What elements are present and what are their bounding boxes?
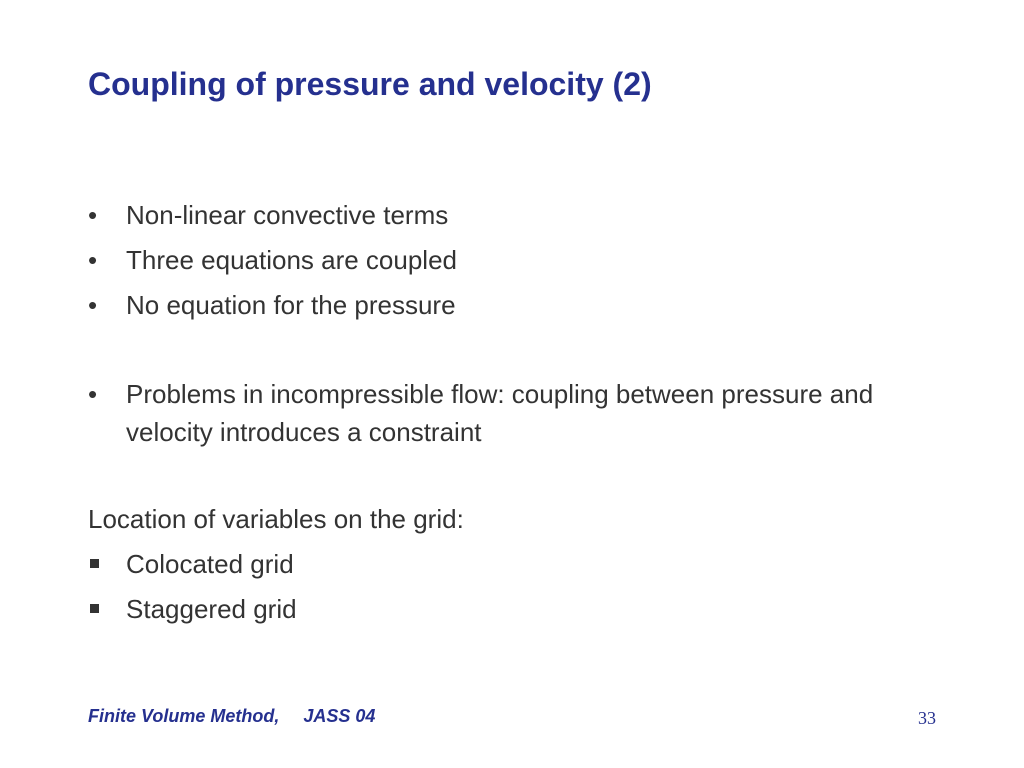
- list-item: [88, 286, 948, 324]
- bullet-marker: •: [88, 290, 98, 320]
- list-item: [88, 545, 948, 583]
- bullet-list-problems: [88, 375, 948, 451]
- list-item: [88, 196, 948, 234]
- bullet-marker: •: [88, 245, 98, 275]
- list-item-text: Three equations are coupled: [126, 245, 458, 275]
- list-item-text: Non-linear convective terms: [126, 200, 449, 230]
- list-item: [88, 241, 948, 279]
- grid-options-list: [88, 545, 948, 628]
- page-number: 33: [918, 708, 936, 728]
- spacer: [88, 331, 948, 375]
- location-heading: Location of variables on the grid:: [88, 504, 464, 534]
- bullet-marker: •: [88, 379, 98, 409]
- spacer: [88, 458, 948, 500]
- footer-course: Finite Volume Method,: [88, 706, 280, 726]
- list-item-text: Staggered grid: [126, 594, 297, 624]
- footer-event: JASS 04: [303, 706, 376, 726]
- list-item-text: No equation for the pressure: [126, 290, 456, 320]
- list-item: [88, 590, 948, 628]
- footer: [88, 704, 375, 728]
- slide-title: Coupling of pressure and velocity (2): [88, 66, 652, 102]
- list-item-text: Problems in incompressible flow: coupling between pressure and velocity introduces a constraint: [126, 379, 874, 447]
- bullet-list-main: [88, 196, 948, 324]
- bullet-marker: •: [88, 200, 98, 230]
- slide-body: [88, 196, 948, 635]
- list-item-text: Colocated grid: [126, 549, 294, 579]
- list-item: [88, 375, 948, 451]
